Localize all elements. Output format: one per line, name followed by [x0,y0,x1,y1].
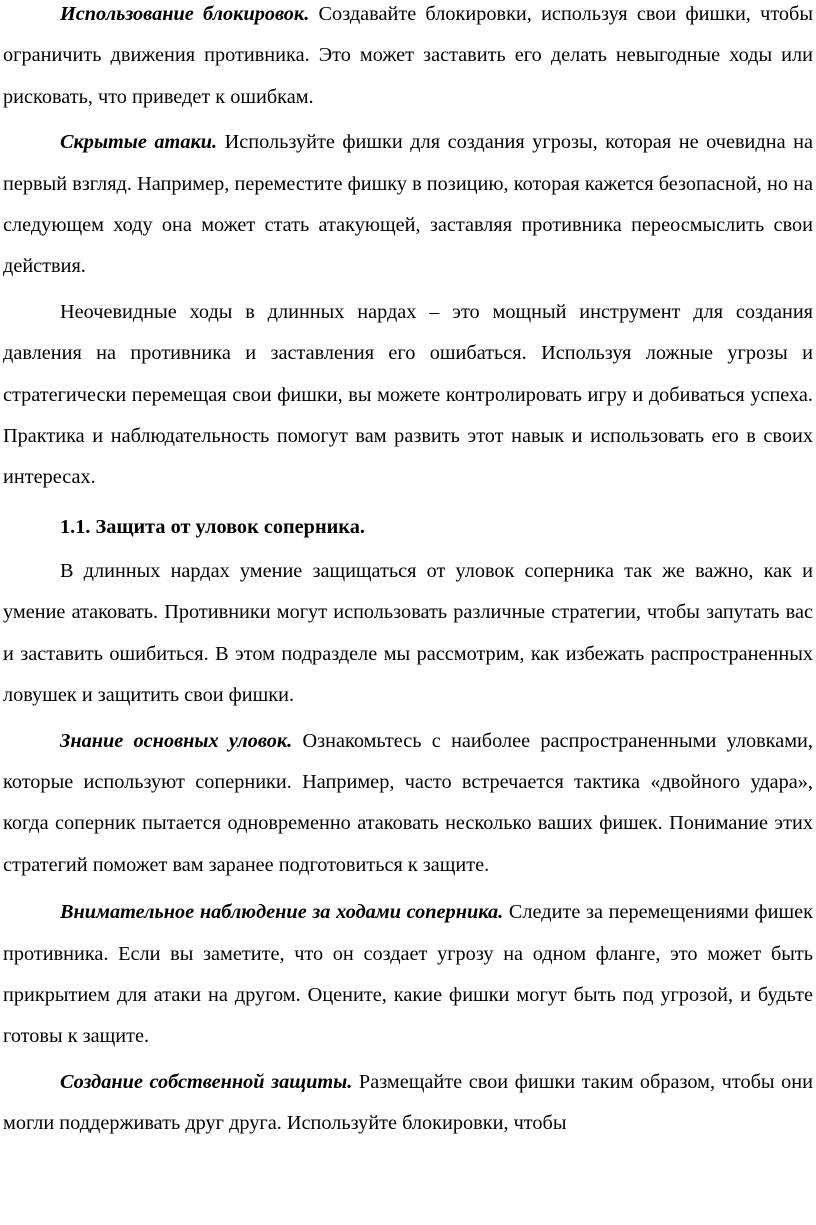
paragraph-text: Следите за перемещениями фишек противника. Если вы заметите, что он создает угрозу на одном фланге, это может быть прикрытием для атаки на другом. Оцените, какие фишки могут быть под угрозой, и будьте готовы к защите. [3,901,813,1048]
paragraph-observation [3,892,813,1058]
paragraph-lead: Скрытые атаки. [60,131,218,154]
paragraph-summary [3,292,813,499]
paragraph-lead: Создание собственной защиты. [60,1070,353,1093]
paragraph-text: Размещайте свои фишки таким образом, чтобы они могли поддерживать друг друга. Используйте блокировки, чтобы [3,1070,813,1135]
paragraph-basic-tricks [3,721,813,887]
section-heading: 1.1. Защита от уловок соперника. [60,515,365,538]
paragraph-text: Неочевидные ходы в длинных нардах – это мощный инструмент для создания давления на противника и заставления его ошибаться. Используя ложные угрозы и стратегически перемещая свои фишки, вы можете контролировать игру и добиваться успеха. Практика и наблюдательность помогут вам развить этот навык и использовать его в своих интересах. [3,300,813,489]
paragraph-text: Используйте фишки для создания угрозы, которая не очевидна на первый взгляд. Например, переместите фишку в позицию, которая кажется безопасной, но на следующем ходу она может стать атакующей, заставляя противника переосмыслить свои действия. [3,131,813,278]
section-intro [3,551,813,717]
paragraph-text: В длинных нардах умение защищаться от уловок соперника так же важно, как и умение атаковать. Противники могут использовать различные стратегии, чтобы запутать вас и заставить ошибиться. В этом подразделе мы рассмотрим, как избежать распространенных ловушек и защитить свои фишки. [3,559,813,707]
paragraph-text: Ознакомьтесь с наиболее распространенными уловками, которые используют соперники. Например, часто встречается тактика «двойного удара», когда соперник пытается одновременно атаковать несколько ваших фишек. Понимание этих стратегий поможет вам заранее подготовиться к защите. [3,729,813,876]
paragraph-lead: Знание основных уловок. [60,729,293,752]
paragraph-text: Создавайте блокировки, используя свои фишки, чтобы ограничить движения противника. Это может заставить его делать невыгодные ходы или рисковать, что приведет к ошибкам. [3,3,813,108]
paragraph-lead: Внимательное наблюдение за ходами соперника. [60,901,504,924]
paragraph-lead: Использование блокировок. [60,3,310,25]
paragraph-own-defense [3,1062,813,1145]
paragraph-blockades [3,0,813,118]
paragraph-hidden-attacks [3,122,813,288]
